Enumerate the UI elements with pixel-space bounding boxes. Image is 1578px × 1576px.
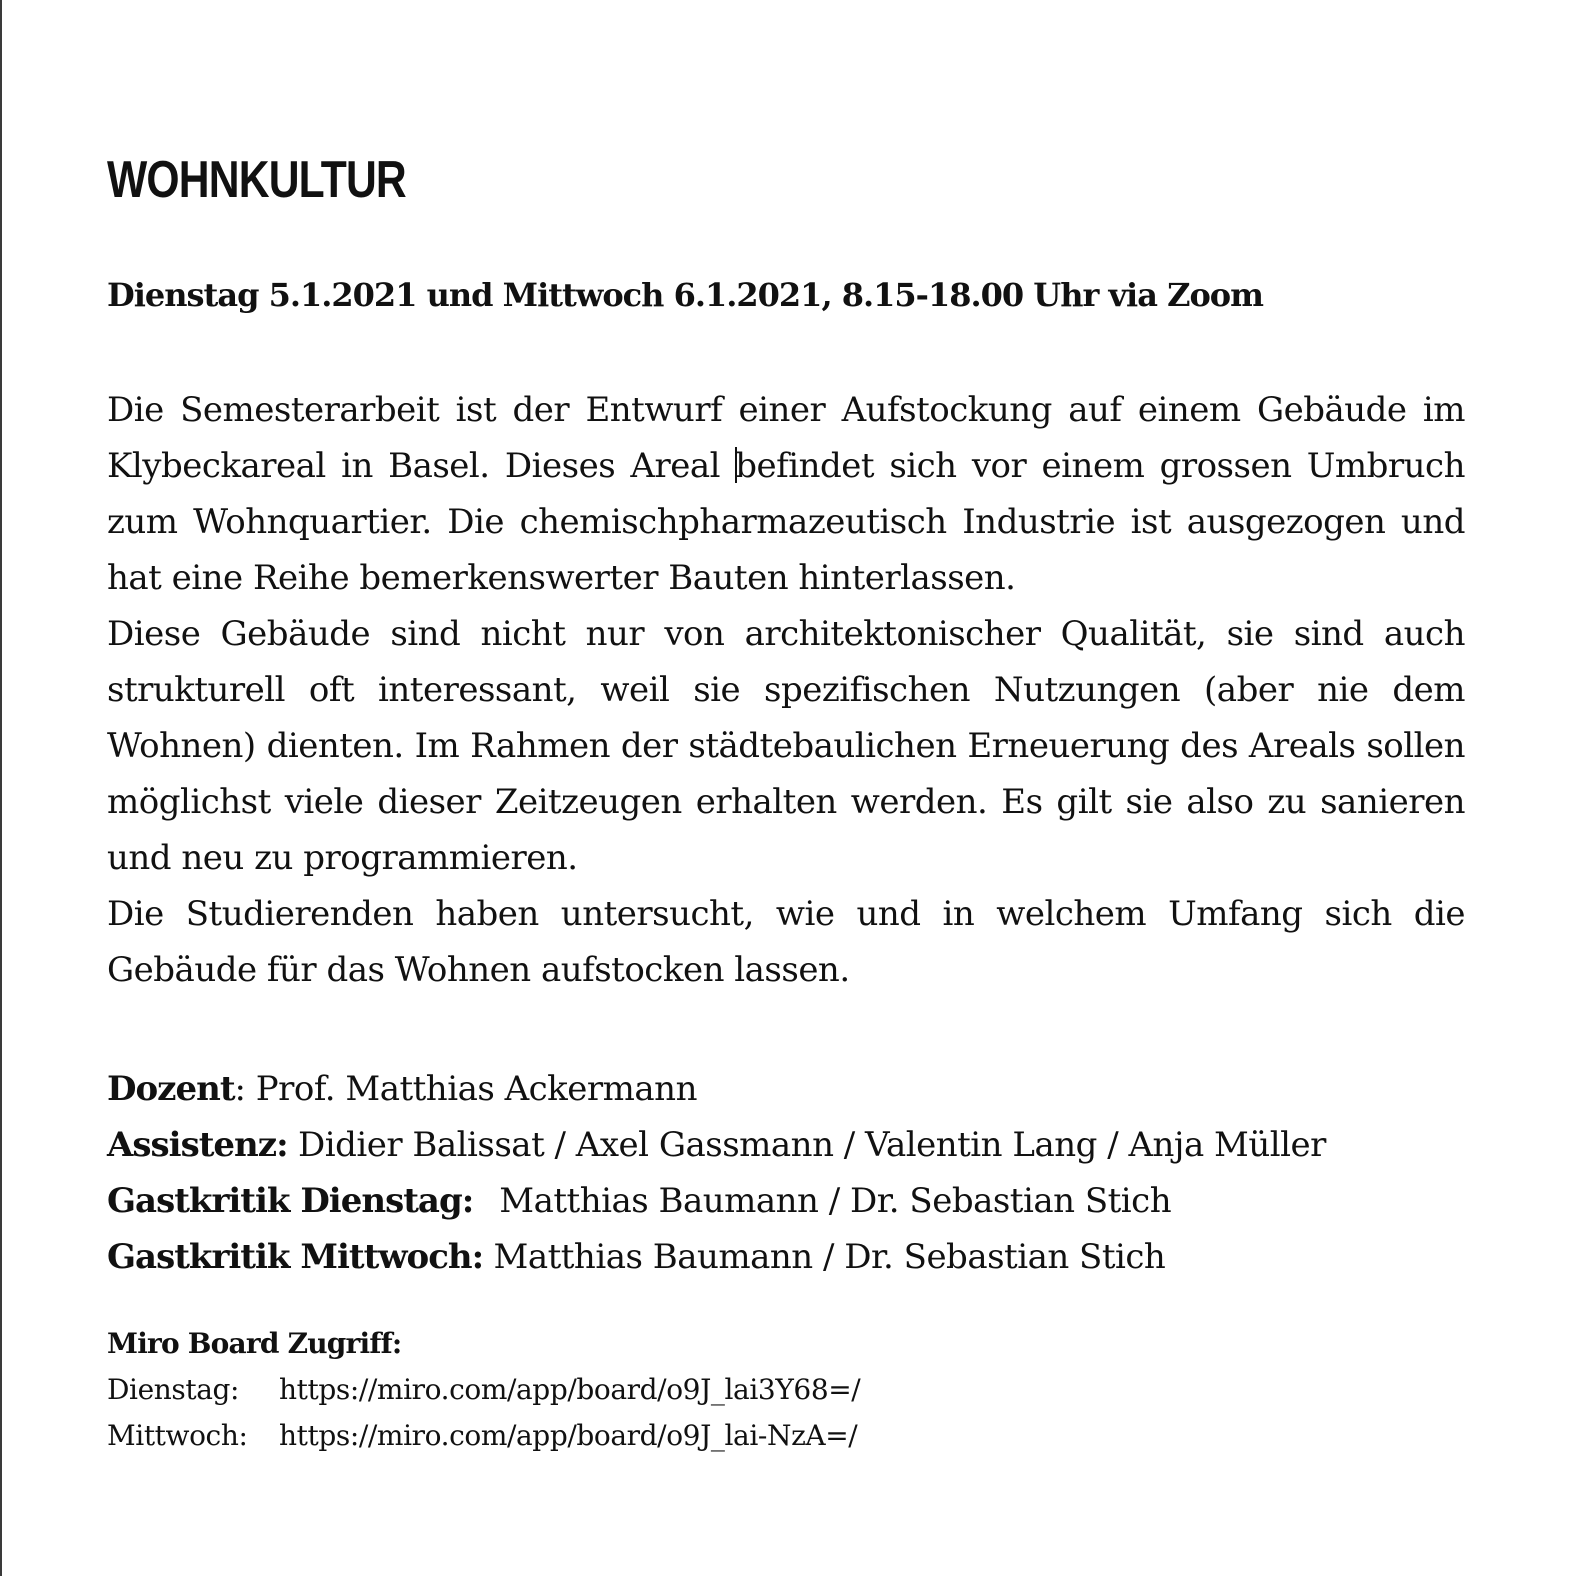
miro-mittwoch-link[interactable]: https://miro.com/app/board/o9J_lai-NzA=/ xyxy=(279,1419,858,1452)
page-title: WOHNKULTUR xyxy=(107,151,406,209)
credit-gastkritik-mittwoch-label: Gastkritik Mittwoch: xyxy=(107,1237,484,1277)
credit-assistenz-label: Assistenz: xyxy=(107,1125,288,1165)
paragraph-2: Diese Gebäude sind nicht nur von architektonischer Qualität, sie sind auch strukturell oft interessant, weil sie spezifischen Nutzungen (aber nie dem Wohnen) dienten. Im Rahmen der städtebaulichen Erneuerung des Areals sollen möglichst viele dieser Zeitzeugen erhalten werden. Es gilt sie also zu sanieren und neu zu programmieren. xyxy=(107,614,1465,878)
paragraph-1 xyxy=(107,382,1465,606)
description-body xyxy=(107,382,1465,998)
miro-heading: Miro Board Zugriff: xyxy=(107,1327,402,1360)
credit-gastkritik-mittwoch xyxy=(107,1229,1465,1285)
paragraph-1-part-a: Die Semesterarbeit ist der Entwurf einer Aufstockung auf einem Gebäude im Klybeckareal in Basel. Dieses Areal xyxy=(107,390,1465,486)
miro-row-mittwoch xyxy=(107,1413,1465,1459)
credit-dozent xyxy=(107,1061,1465,1117)
credit-assistenz xyxy=(107,1117,1465,1173)
event-dateline: Dienstag 5.1.2021 und Mittwoch 6.1.2021, 8.15-18.00 Uhr via Zoom xyxy=(107,276,1263,314)
miro-mittwoch-label: Mittwoch: xyxy=(107,1419,248,1452)
miro-dienstag-link[interactable]: https://miro.com/app/board/o9J_lai3Y68=/ xyxy=(279,1373,861,1406)
credit-gastkritik-dienstag-value: Matthias Baumann / Dr. Sebastian Stich xyxy=(499,1181,1172,1221)
miro-dienstag-label: Dienstag: xyxy=(107,1373,240,1406)
document-page xyxy=(107,140,1465,1459)
miro-access-block xyxy=(107,1321,1465,1459)
credit-assistenz-value: Didier Balissat / Axel Gassmann / Valentin Lang / Anja Müller xyxy=(297,1125,1326,1165)
paragraph-3: Die Studierenden haben untersucht, wie und in welchem Umfang sich die Gebäude für das Wohnen aufstocken lassen. xyxy=(107,894,1465,990)
miro-row-dienstag xyxy=(107,1367,1465,1413)
credit-gastkritik-dienstag-label: Gastkritik Dienstag: xyxy=(107,1181,474,1221)
credit-gastkritik-dienstag xyxy=(107,1173,1465,1229)
credit-gastkritik-mittwoch-value: Matthias Baumann / Dr. Sebastian Stich xyxy=(493,1237,1166,1277)
page-edge-rule xyxy=(0,0,2,1576)
paragraph-1-part-b: befindet sich vor einem grossen Umbruch zum Wohnquartier. Die chemischpharmazeutisch Industrie ist ausgezogen und hat eine Reihe bemerkenswerter Bauten hinterlassen. xyxy=(107,446,1465,598)
credit-dozent-value: : Prof. Matthias Ackermann xyxy=(234,1069,697,1109)
credits-block xyxy=(107,1061,1465,1285)
credit-dozent-label: Dozent xyxy=(107,1069,235,1109)
